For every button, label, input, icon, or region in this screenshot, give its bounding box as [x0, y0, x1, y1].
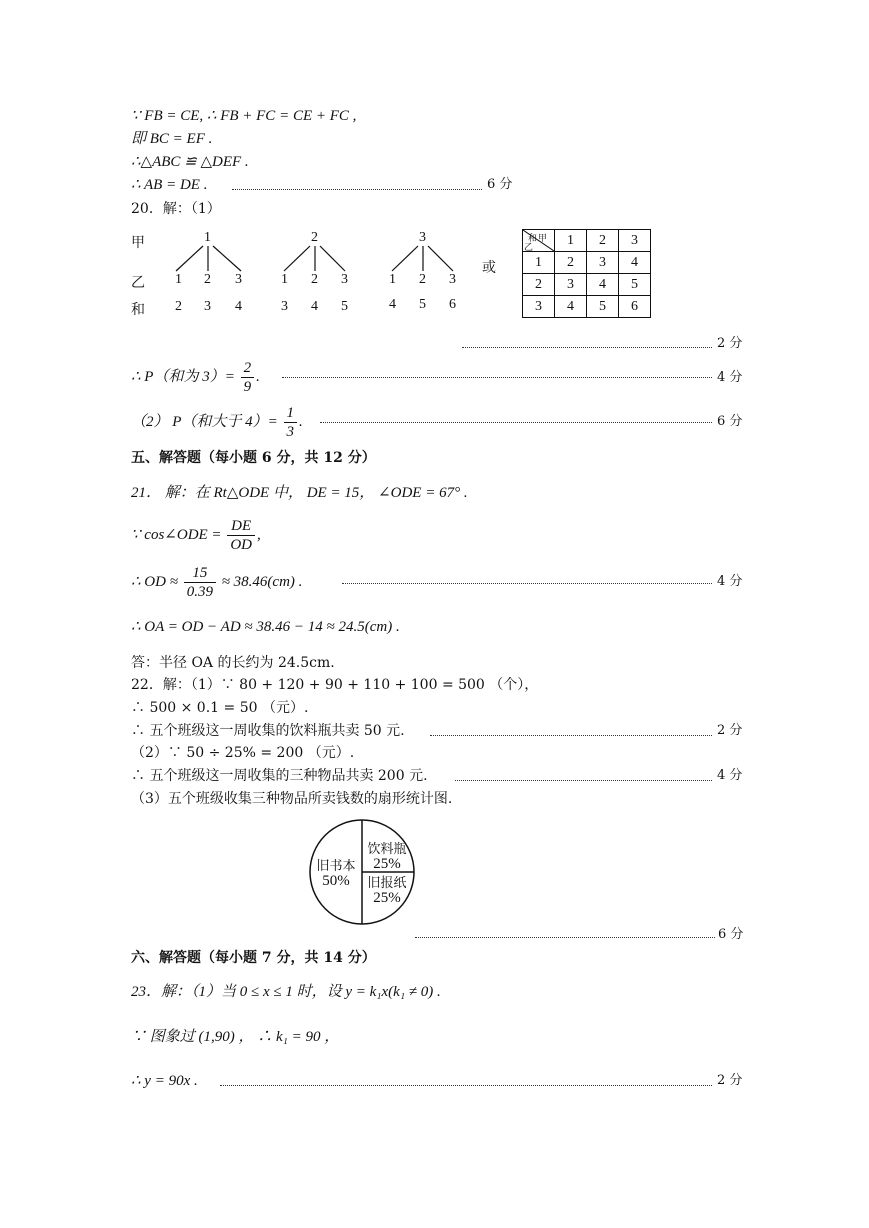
- tree-child: 2: [419, 272, 426, 287]
- score-leader: [455, 780, 712, 781]
- fraction: [241, 359, 255, 396]
- tree-branch: [428, 246, 453, 271]
- fraction-numerator: 15: [184, 564, 216, 583]
- table-cell: 3: [523, 296, 555, 318]
- q22-line-2: ∴ 500 × 0.1 = 50 （元）.: [131, 700, 309, 716]
- score-leader: [342, 583, 712, 584]
- table-header-cell: 1: [555, 230, 587, 252]
- tree-sum: 4: [311, 299, 318, 314]
- table-header-cell: 2: [587, 230, 619, 252]
- prob-gt-4-text: （2） P（和大于 4）=: [131, 414, 278, 430]
- tree-child: 1: [175, 272, 182, 287]
- score-leader: [430, 735, 712, 736]
- q21-cos: ∵ cos∠ODE = $\frac{DE}{OD}$ ,: [131, 518, 261, 554]
- table-row: [523, 274, 651, 296]
- tree-root: 3: [419, 230, 426, 245]
- score-mark: 6 分: [718, 927, 744, 942]
- q23-line-3: ∴ y = 90x .: [131, 1073, 198, 1089]
- q21-oa: ∴ OA = OD − AD ≈ 38.46 − 14 ≈ 24.5(cm) .: [131, 619, 400, 635]
- prob-sum-3: ∴ P（和为 3）= $\frac{2}{9}$ .: [131, 360, 260, 396]
- pie-slice-bottles: [363, 842, 411, 872]
- score-mark: 6 分: [717, 414, 743, 429]
- tree-child: 1: [281, 272, 288, 287]
- tree-sum: 6: [449, 297, 456, 312]
- corner-mid: 和: [528, 233, 538, 243]
- fraction: [284, 404, 298, 441]
- pie-percent: 25%: [373, 856, 401, 872]
- pie-slice-newspapers: [363, 876, 411, 906]
- q21-cos-text: ∵ cos∠ODE =: [131, 527, 222, 543]
- tree-child: 3: [341, 272, 348, 287]
- score-mark: 4 分: [717, 574, 743, 589]
- table-cell: 4: [555, 296, 587, 318]
- tree-sum: 4: [235, 299, 242, 314]
- tree-branch: [392, 246, 418, 271]
- score-leader: [462, 347, 712, 348]
- score-mark: 4 分: [717, 370, 743, 385]
- table-header-cell: 3: [619, 230, 651, 252]
- tree-branch: [213, 246, 241, 271]
- table-cell: 3: [587, 252, 619, 274]
- q21-line-1: 21． 解：在 Rt△ODE 中， DE = 15， ∠ODE = 67° .: [131, 485, 468, 501]
- score-leader: [320, 422, 712, 423]
- section-6-heading: 六、解答题（每小题 7 分，共 14 分）: [131, 950, 376, 966]
- fraction-denominator: 9: [243, 379, 252, 396]
- fraction-denominator: 0.39: [186, 584, 213, 601]
- q21-od-text: ∴ OD ≈: [131, 574, 178, 590]
- table-corner-cell: [523, 230, 555, 252]
- table-cell: 4: [587, 274, 619, 296]
- table-cell: 5: [619, 274, 651, 296]
- q22-line-6: （3）五个班级收集三种物品所卖钱数的扇形统计图.: [131, 791, 453, 807]
- score-mark: 4 分: [717, 768, 743, 783]
- tree-sum: 2: [175, 299, 182, 314]
- q22-line-1: 22．解：（1）∵ 80 + 120 + 90 + 110 + 100 = 500 （个），: [131, 677, 539, 693]
- section-5-heading: 五、解答题（每小题 6 分，共 12 分）: [131, 450, 376, 466]
- q21-od-result: ≈ 38.46(cm) .: [221, 574, 303, 590]
- q23-line-2: ∵ 图象过 (1,90) ， ∴ k₁ = 90 ，: [131, 1029, 340, 1045]
- tree-child: 3: [449, 272, 456, 287]
- score-mark: 6 分: [487, 177, 513, 192]
- pie-slice-books: [313, 859, 359, 889]
- score-leader: [220, 1085, 712, 1086]
- prob-sum-3-text: ∴ P（和为 3）=: [131, 369, 235, 385]
- tree-root: 2: [311, 230, 318, 245]
- table-cell: 2: [523, 274, 555, 296]
- table-cell: 3: [555, 274, 587, 296]
- tree-sum: 3: [204, 299, 211, 314]
- fraction-numerator: 1: [284, 404, 298, 423]
- score-mark: 2 分: [717, 336, 743, 351]
- prob-gt-4: （2） P（和大于 4）= $\frac{1}{3}$ .: [131, 405, 303, 441]
- tree-child: 3: [235, 272, 242, 287]
- score-leader: [282, 377, 712, 378]
- q22-line-3: ∴ 五个班级这一周收集的饮料瓶共卖 50 元.: [131, 723, 405, 739]
- row-label-jia: 甲: [131, 235, 145, 251]
- q21-answer: 答：半径 OA 的长约为 24.5cm.: [131, 655, 335, 671]
- sum-table: [522, 229, 651, 318]
- table-cell: 2: [555, 252, 587, 274]
- pie-label: 旧书本: [316, 859, 356, 874]
- tree-child: 1: [389, 272, 396, 287]
- tree-child: 2: [204, 272, 211, 287]
- corner-top-right: 甲: [538, 233, 548, 243]
- table-cell: 5: [587, 296, 619, 318]
- tree-branch: [320, 246, 345, 271]
- tree-sum: 3: [281, 299, 288, 314]
- tree-sum: 5: [419, 297, 426, 312]
- corner-bottom-left: 乙: [524, 242, 534, 252]
- table-cell: 6: [619, 296, 651, 318]
- fraction-denominator: OD: [230, 537, 252, 554]
- table-row: [523, 252, 651, 274]
- row-label-yi: 乙: [131, 275, 145, 291]
- q22-line-4: （2）∵ 50 ÷ 25% = 200 （元）.: [131, 745, 355, 761]
- proof-line-2: 即 BC = EF .: [131, 131, 213, 147]
- tree-branch: [176, 246, 203, 271]
- fraction-numerator: 2: [241, 359, 255, 378]
- q23-line-1: 23．解：（1）当 0 ≤ x ≤ 1 时，设 y = k₁x(k₁ ≠ 0) .: [131, 984, 441, 1000]
- proof-line-1: ∵ FB = CE, ∴ FB + FC = CE + FC ,: [131, 108, 357, 124]
- fraction: [227, 517, 255, 554]
- table-row: [523, 296, 651, 318]
- proof-line-4: ∴ AB = DE .: [131, 177, 208, 193]
- table-cell: 1: [523, 252, 555, 274]
- pie-label: 旧报纸: [367, 876, 407, 891]
- proof-line-3: ∴△ABC ≌ △DEF .: [131, 154, 249, 170]
- pie-percent: 50%: [322, 873, 350, 889]
- score-leader: [415, 937, 715, 938]
- tree-sum: 5: [341, 299, 348, 314]
- q22-line-5: ∴ 五个班级这一周收集的三种物品共卖 200 元.: [131, 768, 428, 784]
- tree-diagrams: [0, 0, 869, 340]
- tree-branch: [284, 246, 310, 271]
- score-mark: 2 分: [717, 723, 743, 738]
- pie-percent: 25%: [373, 890, 401, 906]
- q20-heading: 20．解：（1）: [131, 201, 221, 217]
- tree-child: 2: [311, 272, 318, 287]
- tree-root: 1: [204, 230, 211, 245]
- row-label-he: 和: [131, 302, 145, 318]
- table-cell: 4: [619, 252, 651, 274]
- tree-sum: 4: [389, 297, 396, 312]
- pie-label: 饮料瓶: [367, 842, 407, 857]
- or-word: 或: [482, 260, 496, 276]
- q21-od: [131, 560, 302, 604]
- fraction-denominator: 3: [286, 424, 295, 441]
- fraction-numerator: DE: [227, 517, 255, 536]
- fraction: [184, 564, 216, 601]
- score-mark: 2 分: [717, 1073, 743, 1088]
